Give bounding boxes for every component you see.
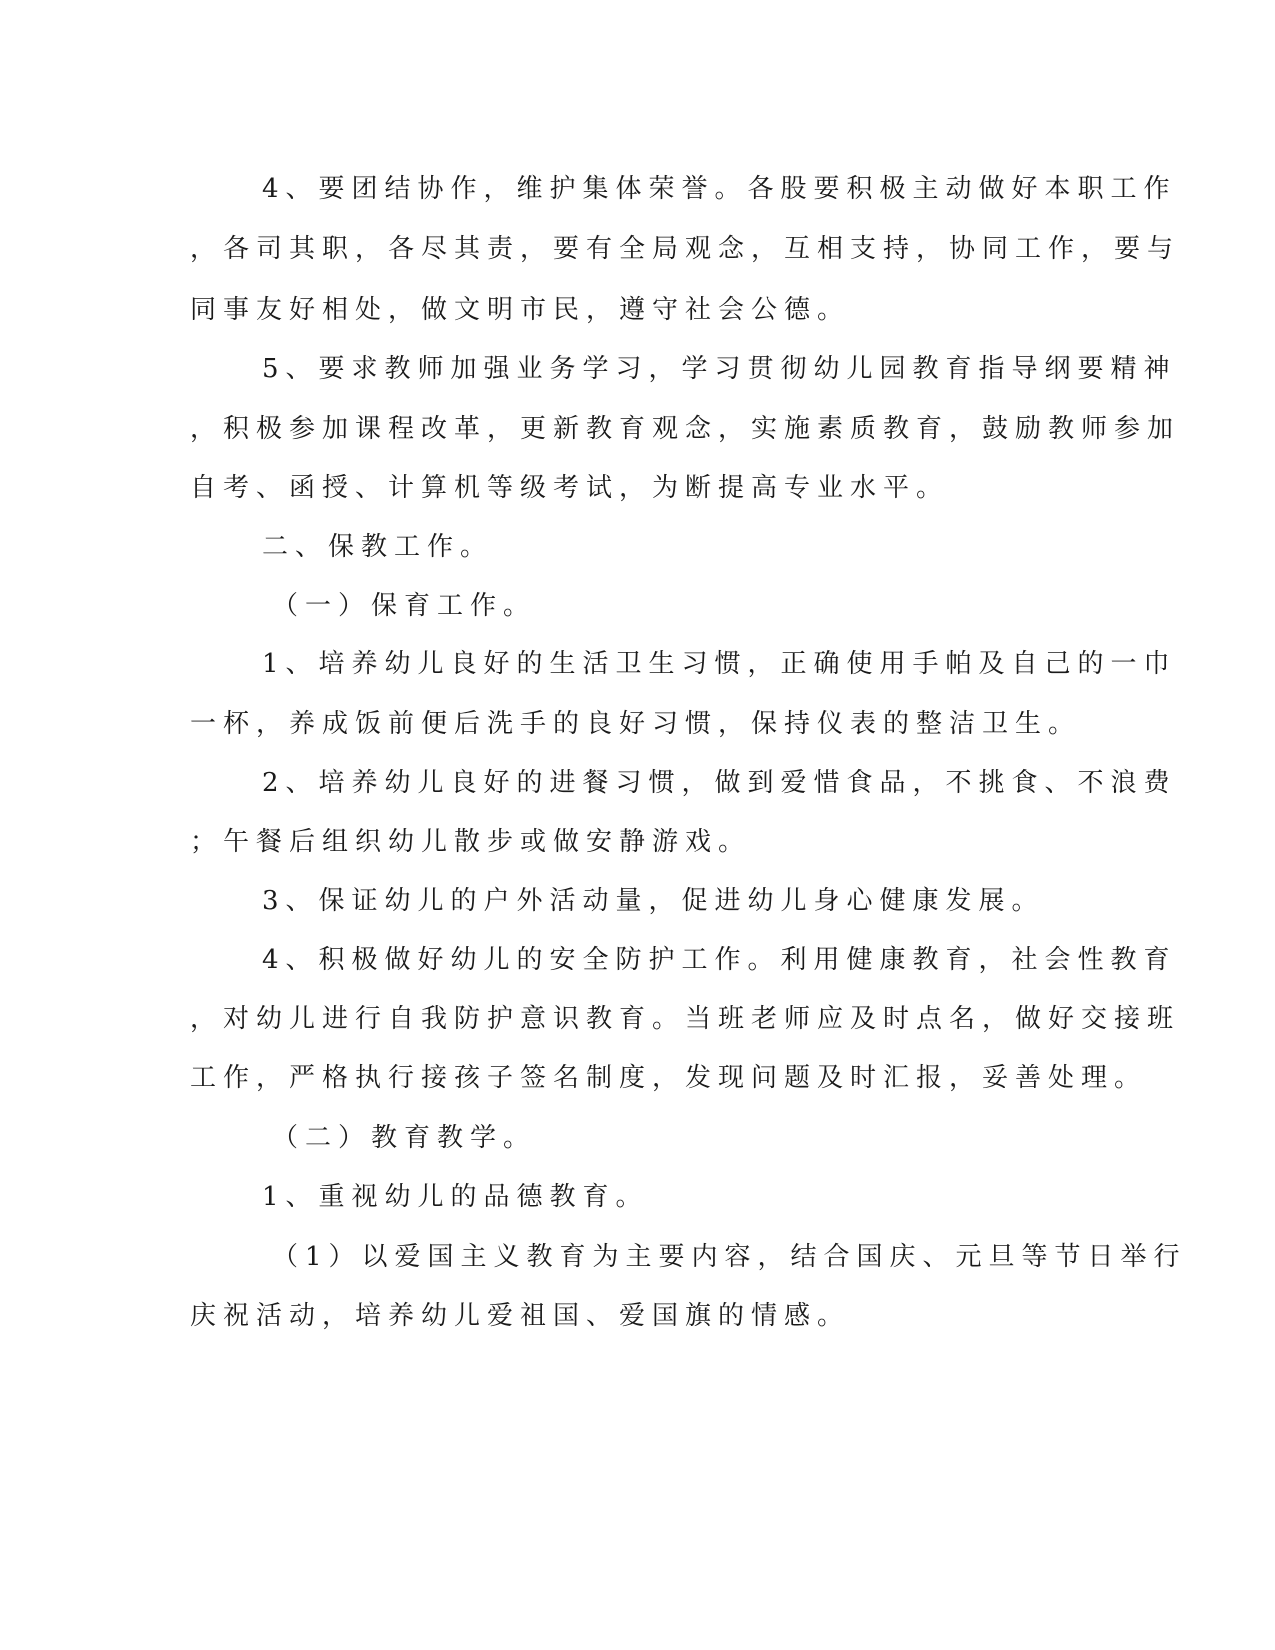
text-line: 4、积极做好幼儿的安全防护工作。利用健康教育，社会性教育 — [262, 945, 1177, 975]
text-line: 2、培养幼儿良好的进餐习惯，做到爱惜食品，不挑食、不浪费 — [262, 768, 1177, 798]
subsection-heading: （二）教育教学。 — [272, 1123, 537, 1153]
text-line: 庆祝活动，培养幼儿爱祖国、爱国旗的情感。 — [190, 1301, 851, 1331]
text-line: ，对幼儿进行自我防护意识教育。当班老师应及时点名，做好交接班 — [190, 1004, 1181, 1034]
text-line: 1、培养幼儿良好的生活卫生习惯，正确使用手帕及自己的一巾 — [262, 649, 1177, 679]
text-line: 工作，严格执行接孩子签名制度，发现问题及时汇报，妥善处理。 — [190, 1063, 1148, 1093]
text-line: ，各司其职，各尽其责，要有全局观念，互相支持，协同工作，要与 — [190, 234, 1181, 264]
subsection-heading: （一）保育工作。 — [272, 591, 537, 621]
text-line: 5、要求教师加强业务学习，学习贯彻幼儿园教育指导纲要精神 — [262, 354, 1177, 384]
section-heading: 二、保教工作。 — [262, 532, 494, 562]
text-line: 1、重视幼儿的品德教育。 — [262, 1182, 649, 1212]
text-line: 同事友好相处，做文明市民，遵守社会公德。 — [190, 295, 851, 325]
text-line: ，积极参加课程改革，更新教育观念，实施素质教育，鼓励教师参加 — [190, 414, 1181, 444]
text-line: 一杯，养成饭前便后洗手的良好习惯，保持仪表的整洁卫生。 — [190, 709, 1082, 739]
text-line: （1）以爱国主义教育为主要内容，结合国庆、元旦等节日举行 — [272, 1242, 1187, 1272]
text-line: 4、要团结协作，维护集体荣誉。各股要积极主动做好本职工作 — [262, 174, 1177, 204]
text-line: ；午餐后组织幼儿散步或做安静游戏。 — [190, 827, 752, 857]
text-line: 自考、函授、计算机等级考试，为断提高专业水平。 — [190, 473, 950, 503]
text-line: 3、保证幼儿的户外活动量，促进幼儿身心健康发展。 — [262, 886, 1045, 916]
